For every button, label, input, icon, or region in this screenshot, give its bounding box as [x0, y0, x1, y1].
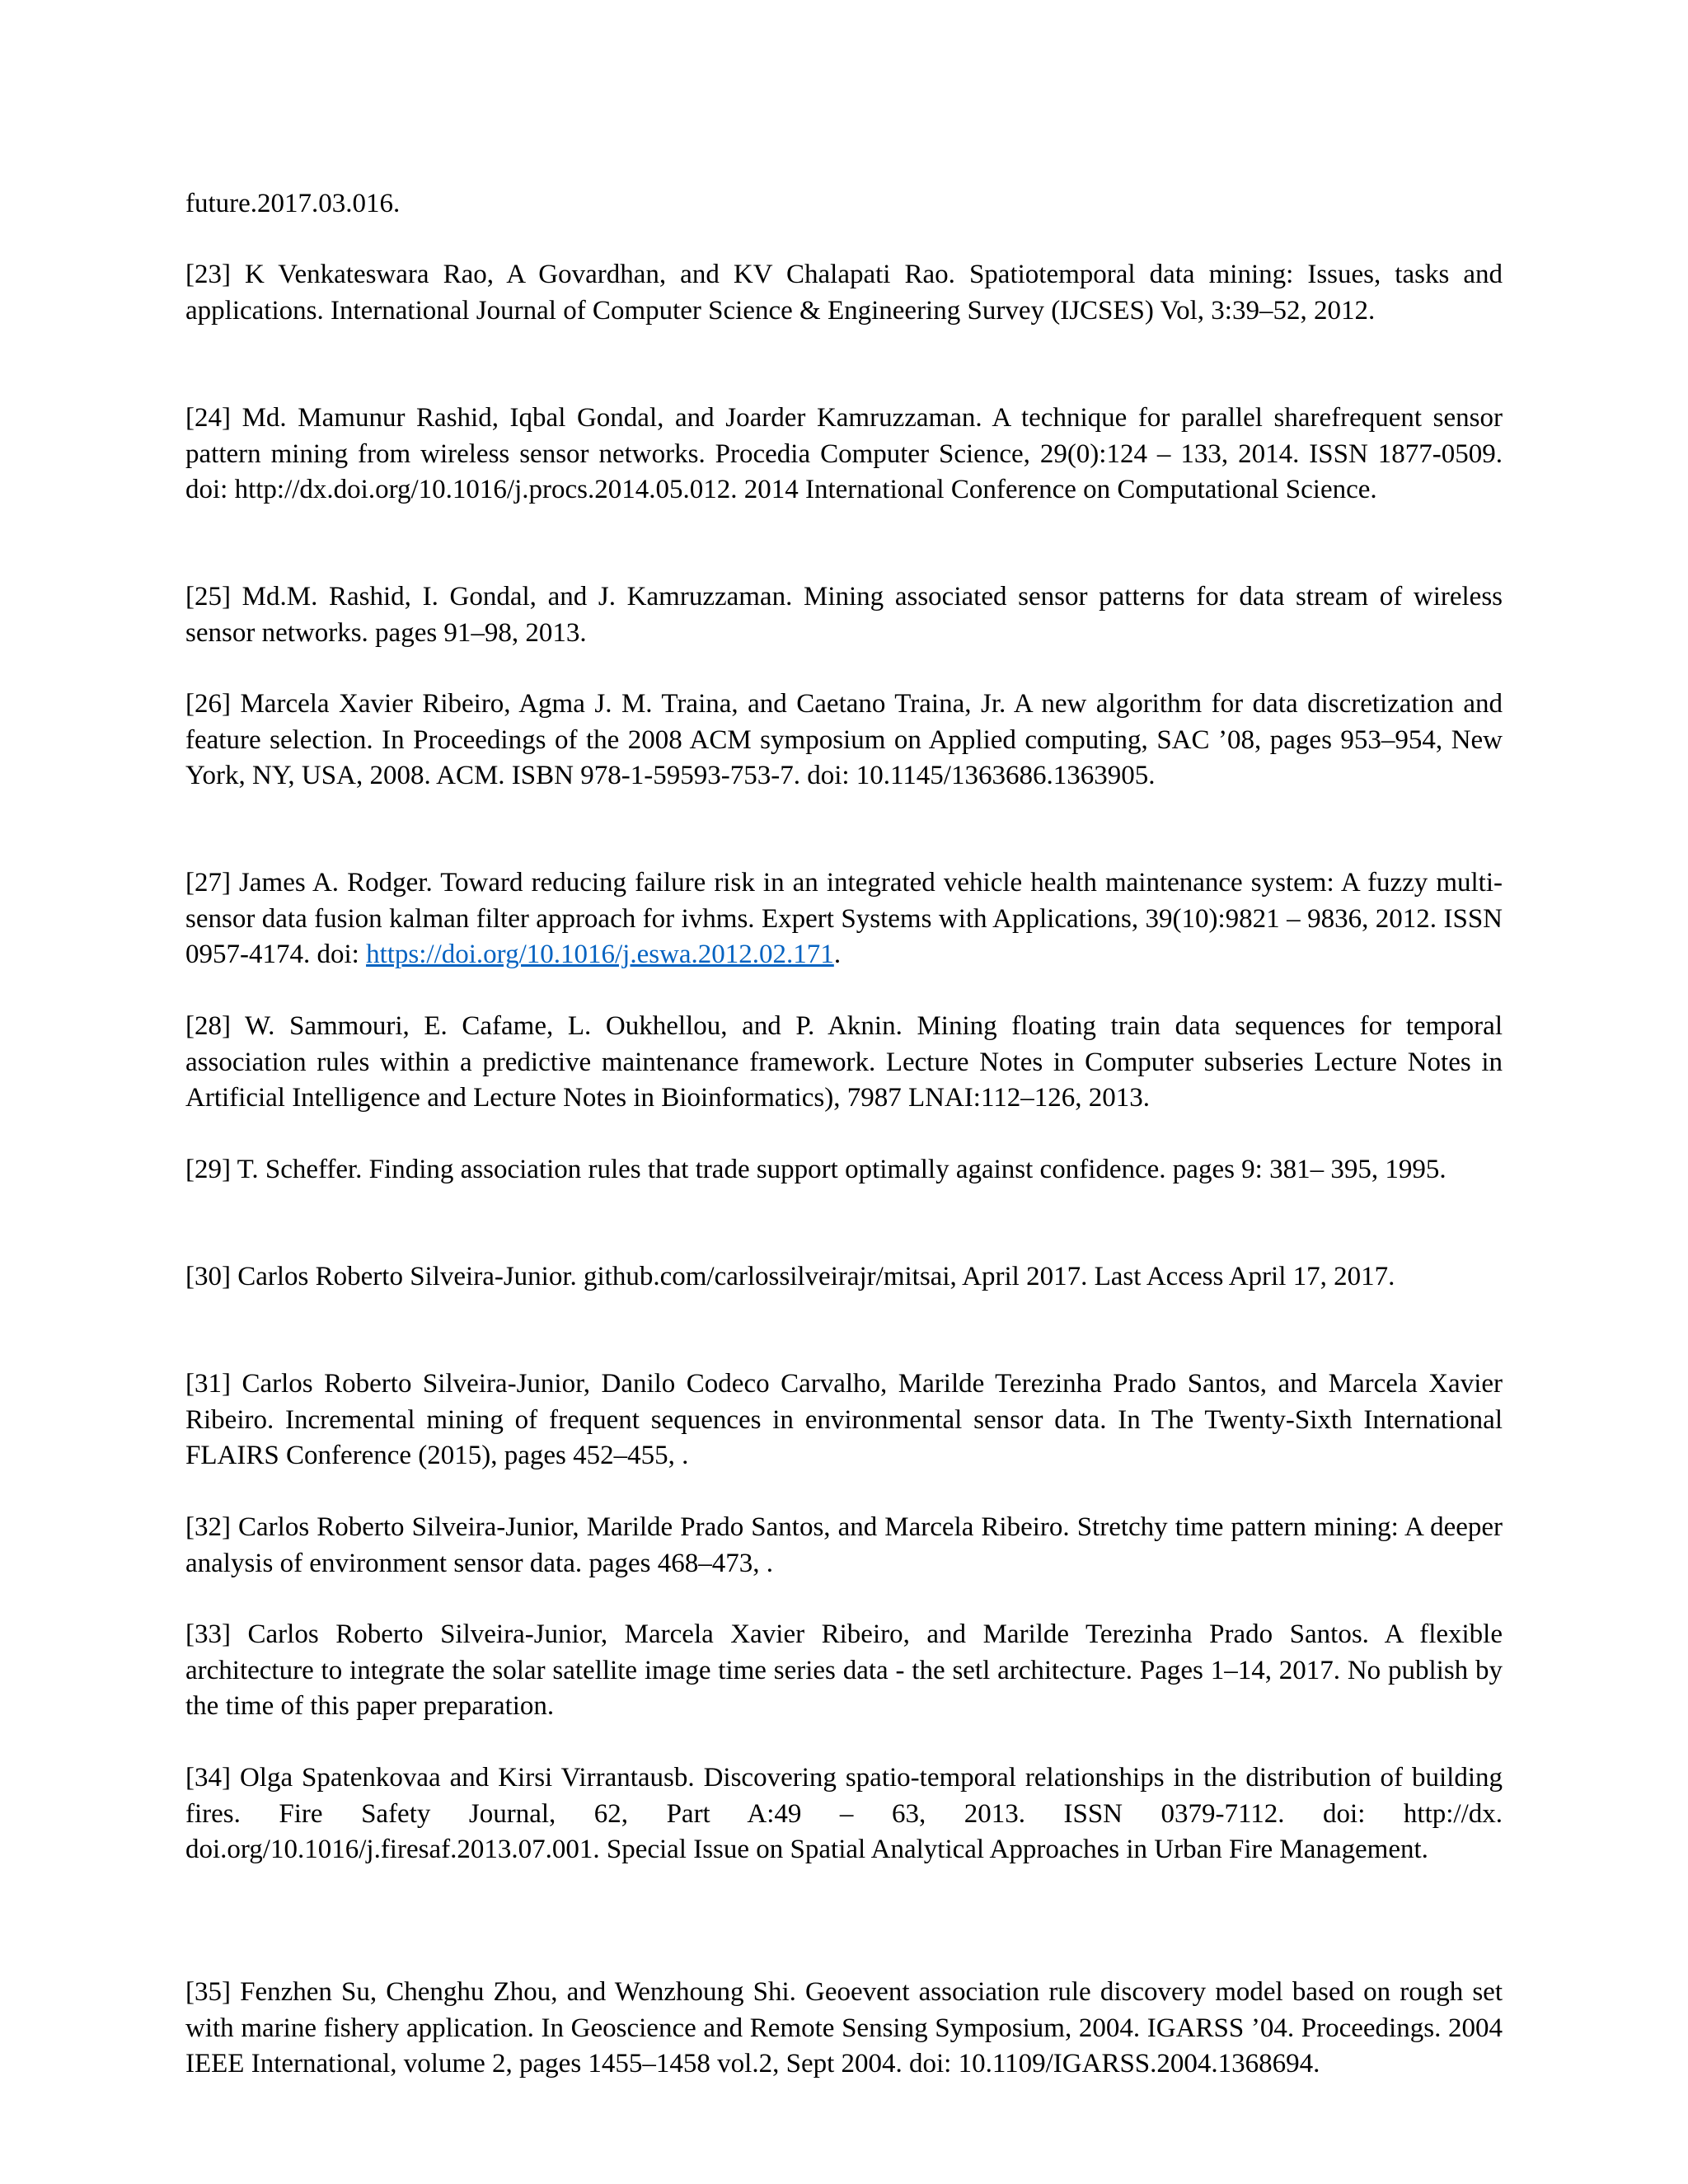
reference-25: [25] Md.M. Rashid, I. Gondal, and J. Kamruzzaman. Mining associated sensor patterns for data stream of wireless sensor networks. pages 91–98, 2013.: [185, 582, 1503, 648]
reference-34: [34] Olga Spatenkovaa and Kirsi Virrantausb. Discovering spatio-temporal relationships in the distribution of building fires. Fire Safety Journal, 62, Part A:49 – 63, 2013. ISSN 0379-7112. doi: http://dx. doi.org/10.1016/j.firesaf.2013.07.001. Special Issue on Spatial Analytical Approaches in Urban Fire Management.: [185, 1763, 1503, 1864]
reference-32: [32] Carlos Roberto Silveira-Junior, Marilde Prado Santos, and Marcela Ribeiro. Stretchy time pattern mining: A deeper analysis of environment sensor data. pages 468–473, .: [185, 1512, 1503, 1578]
reference-27-text: [27] James A. Rodger. Toward reducing failure risk in an integrated vehicle health maintenance system: A fuzzy multi-sensor data fusion kalman filter approach for ivhms. Expert Systems with Applications, 39(10):9821 – 9836, 2012. ISSN 0957-4174. doi:: [185, 868, 1503, 969]
reference-27: [185, 865, 1503, 973]
reference-33: [33] Carlos Roberto Silveira-Junior, Marcela Xavier Ribeiro, and Marilde Terezinha Prado Santos. A flexible architecture to integrate the solar satellite image time series data - the setl architecture. Pages 1–14, 2017. No publish by the time of this paper preparation.: [185, 1619, 1503, 1721]
reference-continuation: future.2017.03.016.: [185, 189, 401, 218]
reference-27-end: .: [833, 940, 842, 969]
reference-28: [28] W. Sammouri, E. Cafame, L. Oukhellou, and P. Aknin. Mining floating train data sequences for temporal association rules within a predictive maintenance framework. Lecture Notes in Computer subseries Lecture Notes in Artificial Intelligence and Lecture Notes in Bioinformatics), 7987 LNAI:112–126, 2013.: [185, 1011, 1503, 1113]
reference-27-doi-link[interactable]: https://doi.org/10.1016/j.eswa.2012.02.171: [366, 940, 834, 969]
reference-26: [26] Marcela Xavier Ribeiro, Agma J. M. Traina, and Caetano Traina, Jr. A new algorithm for data discretization and feature selection. In Proceedings of the 2008 ACM symposium on Applied computing, SAC ’08, pages 953–954, New York, NY, USA, 2008. ACM. ISBN 978-1-59593-753-7. doi: 10.1145/1363686.1363905.: [185, 689, 1503, 790]
reference-24: [24] Md. Mamunur Rashid, Iqbal Gondal, and Joarder Kamruzzaman. A technique for parallel sharefrequent sensor pattern mining from wireless sensor networks. Procedia Computer Science, 29(0):124 – 133, 2014. ISSN 1877-0509. doi: http://dx.doi.org/10.1016/j.procs.2014.05.012. 2014 International Conference on Computational Science.: [185, 403, 1503, 504]
reference-31: [31] Carlos Roberto Silveira-Junior, Danilo Codeco Carvalho, Marilde Terezinha Prado Santos, and Marcela Xavier Ribeiro. Incremental mining of frequent sequences in environmental sensor data. In The Twenty-Sixth International FLAIRS Conference (2015), pages 452–455, .: [185, 1369, 1503, 1470]
reference-23: [23] K Venkateswara Rao, A Govardhan, and KV Chalapati Rao. Spatiotemporal data mining: Issues, tasks and applications. International Journal of Computer Science & Engineering Survey (IJCSES) Vol, 3:39–52, 2012.: [185, 260, 1503, 326]
reference-29: [29] T. Scheffer. Finding association rules that trade support optimally against confidence. pages 9: 381– 395, 1995.: [185, 1155, 1447, 1184]
reference-35: [35] Fenzhen Su, Chenghu Zhou, and Wenzhoung Shi. Geoevent association rule discovery model based on rough set with marine fishery application. In Geoscience and Remote Sensing Symposium, 2004. IGARSS ’04. Proceedings. 2004 IEEE International, volume 2, pages 1455–1458 vol.2, Sept 2004. doi: 10.1109/IGARSS.2004.1368694.: [185, 1977, 1503, 2079]
reference-30: [30] Carlos Roberto Silveira-Junior. github.com/carlossilveirajr/mitsai, April 2017. Last Access April 17, 2017.: [185, 1262, 1395, 1291]
